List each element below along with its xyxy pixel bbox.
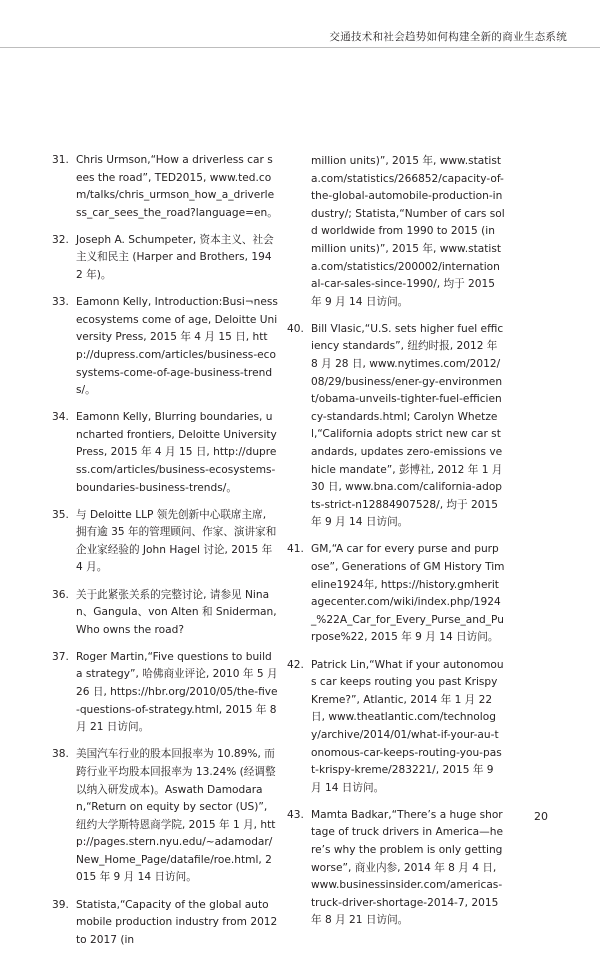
reference-number: 37.	[52, 650, 69, 663]
reference-item-34	[52, 409, 278, 497]
reference-number: 34.	[52, 411, 69, 424]
reference-item-40	[287, 321, 505, 532]
reference-item-32	[52, 232, 278, 285]
header-divider	[0, 47, 600, 48]
running-header-title: 交通技术和社会趋势如何构建全新的商业生态系统	[329, 31, 567, 43]
reference-item-35	[52, 507, 278, 577]
reference-text: 与 Deloitte LLP 领先创新中心联席主席, 拥有逾 35 年的管理顾问、作家、演讲家和企业家经验的 John Hagel 讨论, 2015 年 4 月。	[76, 508, 277, 574]
reference-item-39	[52, 897, 278, 950]
reference-item-42	[287, 657, 505, 798]
right-column	[287, 153, 505, 939]
reference-text: Eamonn Kelly, Blurring boundaries, uncharted frontiers, Deloitte University Press, 2015 年 4 月 15 日, http://dupress.com/articles/business-ecosystems-boundaries-business-trends/。	[76, 411, 277, 494]
reference-item-41	[287, 541, 505, 647]
reference-number: 41.	[287, 543, 304, 556]
reference-text: Chris Urmson,“How a driverless car sees the road”, TED2015, www.ted.com/talks/chris_urmson_how_a_driverless_car_sees_the_road?language=en。	[76, 154, 278, 219]
reference-item-33	[52, 294, 278, 400]
reference-number: 31.	[52, 154, 69, 166]
page-number: 20	[534, 810, 548, 823]
reference-number: 42.	[287, 658, 304, 671]
reference-text: 美国汽车行业的股本回报率为 10.89%, 而跨行业平均股本回报率为 13.24% (经调整以纳入研发成本)。Aswath Damodaran,“Return on equity by sector (US)”, 纽约大学斯特恩商学院, 2015 年 1 月, http://pages.stern.nyu.edu/~adamodar/New_Home_Page/datafile/roe.html, 2015 年 9 月 14 日访问。	[76, 748, 276, 884]
left-column	[52, 152, 278, 959]
reference-text: Mamta Badkar,“There’s a huge shortage of truck drivers in America—here’s why the problem is only getting worse”, 商业内参, 2014 年 8 月 4 日, www.businessinsider.com/americas-truck-driver-shortage-2014-7, 2015 年 8 月 21 日访问。	[311, 808, 503, 927]
reference-text: GM,“A car for every purse and purpose”, Generations of GM History Timeline1924年, https://history.gmheritagecenter.com/wiki/index.php/1924_%22A_Car_for_Every_Purse_and_Purpose%22, 2015 年 9 月 14 日访问。	[311, 543, 505, 644]
reference-item-43	[287, 807, 505, 930]
reference-number: 43.	[287, 808, 304, 821]
reference-text: Roger Martin,“Five questions to build a strategy”, 哈佛商业评论, 2010 年 5 月 26 日, https://hbr.org/2010/05/the-five-questions-of-strategy.html, 2015 年 8 月 21 日访问。	[76, 650, 278, 734]
reference-number: 39.	[52, 898, 69, 911]
reference-item-36	[52, 587, 278, 640]
reference-text: Statista,“Capacity of the global automobile production industry from 2012 to 2017 (in	[76, 898, 278, 946]
reference-item-38	[52, 746, 278, 887]
reference-item-37	[52, 649, 278, 737]
reference-text: Eamonn Kelly, Introduction:Busi¬ness ecosystems come of age, Deloitte University Press, 2015 年 4 月 15 日, http://dupress.com/articles/business-ecosystems-come-of-age-business-trends/。	[76, 296, 278, 397]
reference-number: 40.	[287, 322, 304, 335]
reference-item-31	[52, 152, 278, 222]
reference-number: 38.	[52, 748, 69, 761]
reference-number: 32.	[52, 233, 69, 246]
reference-item-39-continuation: million units)”, 2015 年, www.statista.com/statistics/266852/capacity-of-the-global-automobile-production-industry/; Statista,“Number of cars sold worldwide from 1990 to 2015 (in million units)”, 2015 年, www.statista.com/statistics/200002/international-car-sales-since-1990/, 均于 2015 年 9 月 14 日访问。	[311, 155, 505, 308]
reference-text: Bill Vlasic,“U.S. sets higher fuel efficiency standards”, 纽约时报, 2012 年 8 月 28 日, www.nytimes.com/2012/08/29/business/ener-gy-environment/obama-unveils-tighter-fuel-efficiency-standards.html; Carolyn Whetzel,“California adopts strict new car standards, updates zero-emissions vehicle mandate”, 彭博社, 2012 年 1 月 30 日, www.bna.com/california-adopts-strict-n12884907528/, 均于 2015 年 9 月 14 日访问。	[311, 322, 504, 529]
reference-number: 33.	[52, 296, 69, 309]
reference-number: 36.	[52, 588, 69, 601]
reference-number: 35.	[52, 508, 69, 521]
reference-text: Patrick Lin,“What if your autonomous car keeps routing you past Krispy Kreme?”, Atlantic, 2014 年 1 月 22 日, www.theatlantic.com/technology/archive/2014/01/what-if-your-au-tonomous-car-keeps-routing-you-past-krispy-kreme/283221/, 2015 年 9 月 14 日访问。	[311, 658, 504, 794]
reference-text: Joseph A. Schumpeter, 资本主义、社会主义和民主 (Harper and Brothers, 1942 年)。	[76, 233, 274, 282]
reference-text: 关于此紧张关系的完整讨论, 请参见 Ninan、Gangula、von Alten 和 Sniderman, Who owns the road?	[76, 588, 277, 636]
